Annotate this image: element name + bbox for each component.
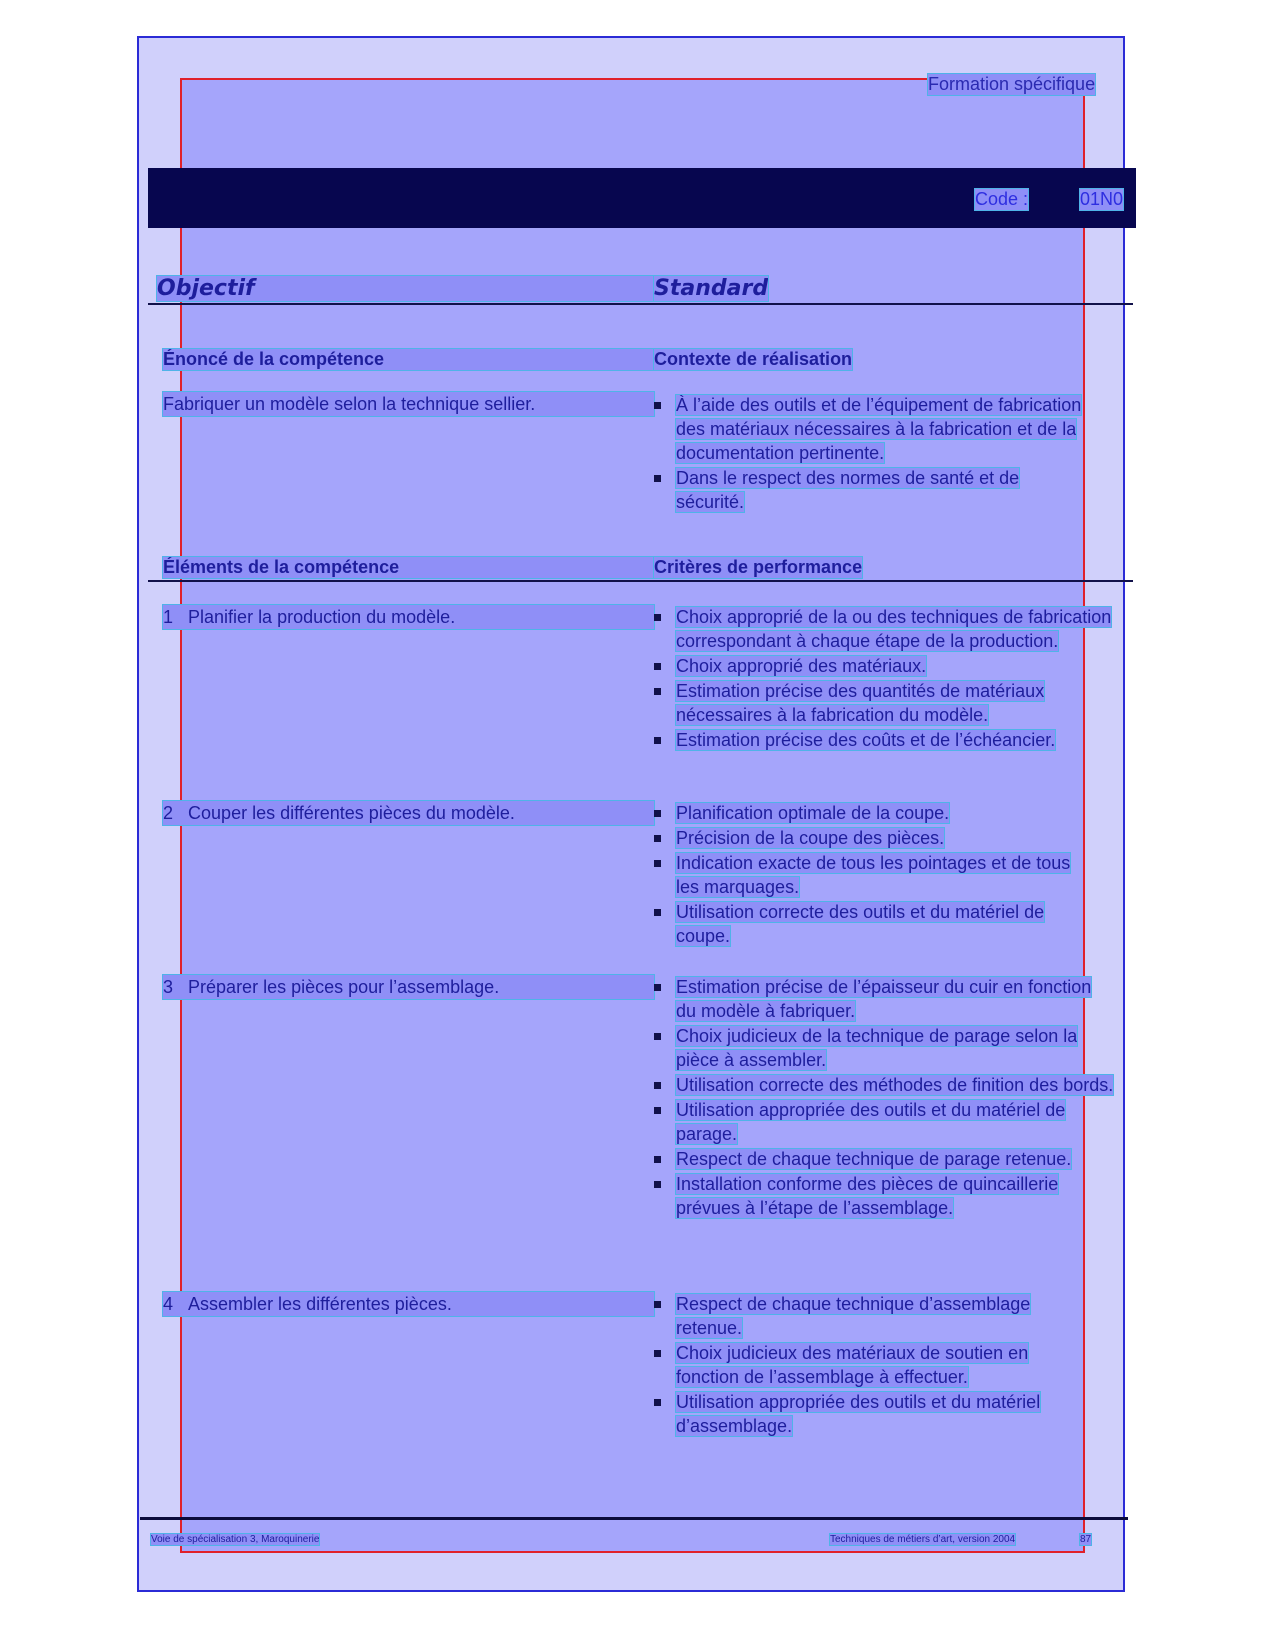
context-item: Dans le respect des normes de santé et de sécurité.: [654, 466, 1090, 514]
criterion-item: Estimation précise des quantités de matériaux nécessaires à la fabrication du modèle.: [654, 679, 1114, 727]
element-label: Couper les différentes pièces du modèle.: [188, 803, 515, 823]
criterion-item: Respect de chaque technique de parage retenue.: [654, 1147, 1114, 1171]
criteria-list-4: [654, 1292, 1094, 1439]
element-row-1: [163, 605, 654, 629]
bullet-icon: [654, 737, 661, 744]
criterion-item: Choix approprié des matériaux.: [654, 654, 1114, 678]
bullet-icon: [654, 984, 661, 991]
competence-text: Fabriquer un modèle selon la technique sellier.: [163, 392, 654, 416]
header-title: Formation spécifique: [928, 74, 1096, 94]
criterion-item: Choix judicieux des matériaux de soutien en fonction de l’assemblage à effectuer.: [654, 1341, 1094, 1389]
criterion-item: Indication exacte de tous les pointages et de tous les marquages.: [654, 851, 1090, 899]
section-rule: [148, 580, 1133, 582]
criteria-heading: Critères de performance: [654, 557, 863, 577]
element-row-2: [163, 801, 654, 825]
criterion-item: Précision de la coupe des pièces.: [654, 826, 1090, 850]
competence-heading: Énoncé de la compétence: [163, 349, 654, 370]
element-number: 4: [163, 1294, 174, 1314]
bullet-icon: [654, 909, 661, 916]
footer-left: Voie de spécialisation 3, Maroquinerie: [151, 1534, 320, 1545]
criteria-list-2: [654, 801, 1090, 949]
bullet-icon: [654, 860, 661, 867]
criteria-list-1: [654, 605, 1114, 753]
context-list: [654, 393, 1090, 515]
bullet-icon: [654, 1301, 661, 1308]
bullet-icon: [654, 475, 661, 482]
criterion-item: Installation conforme des pièces de quincaillerie prévues à l’étape de l’assemblage.: [654, 1172, 1114, 1220]
footer-rule: [140, 1517, 1128, 1520]
footer-right: Techniques de métiers d’art, version 2004: [830, 1534, 1016, 1545]
bullet-icon: [654, 614, 661, 621]
criterion-item: Respect de chaque technique d’assemblage retenue.: [654, 1292, 1094, 1340]
element-number: 3: [163, 977, 174, 997]
code-label: Code :: [975, 189, 1029, 209]
column-title-objectif: Objectif: [157, 276, 654, 301]
context-item: À l’aide des outils et de l’équipement de fabrication des matériaux nécessaires à la fabrication et de la documentation pertinente.: [654, 393, 1090, 465]
bullet-icon: [654, 1082, 661, 1089]
criterion-item: Choix judicieux de la technique de parage selon la pièce à assembler.: [654, 1024, 1114, 1072]
column-title-standard: Standard: [654, 276, 769, 301]
criterion-item: Choix approprié de la ou des techniques de fabrication correspondant à chaque étape de la production.: [654, 605, 1114, 653]
element-number: 2: [163, 803, 174, 823]
context-heading: Contexte de réalisation: [654, 349, 853, 369]
bullet-icon: [654, 1107, 661, 1114]
header-rule: [148, 303, 1133, 305]
bullet-icon: [654, 810, 661, 817]
criterion-item: Utilisation appropriée des outils et du matériel de parage.: [654, 1098, 1114, 1146]
criterion-item: Utilisation correcte des méthodes de finition des bords.: [654, 1073, 1114, 1097]
bullet-icon: [654, 1181, 661, 1188]
element-label: Planifier la production du modèle.: [188, 607, 456, 627]
bullet-icon: [654, 402, 661, 409]
criterion-item: Estimation précise des coûts et de l’échéancier.: [654, 728, 1114, 752]
element-row-4: [163, 1292, 654, 1316]
bullet-icon: [654, 688, 661, 695]
criterion-item: Estimation précise de l’épaisseur du cuir en fonction du modèle à fabriquer.: [654, 975, 1114, 1023]
criterion-item: Utilisation appropriée des outils et du matériel d’assemblage.: [654, 1390, 1094, 1438]
page-number: 87: [1080, 1534, 1092, 1545]
bullet-icon: [654, 1033, 661, 1040]
element-number: 1: [163, 607, 174, 627]
bullet-icon: [654, 835, 661, 842]
element-label: Assembler les différentes pièces.: [188, 1294, 452, 1314]
bullet-icon: [654, 663, 661, 670]
criterion-item: Planification optimale de la coupe.: [654, 801, 1090, 825]
element-label: Préparer les pièces pour l’assemblage.: [188, 977, 500, 997]
element-row-3: [163, 975, 654, 999]
code-value: 01N0: [1080, 189, 1124, 209]
criterion-item: Utilisation correcte des outils et du matériel de coupe.: [654, 900, 1090, 948]
elements-heading: Éléments de la compétence: [163, 557, 654, 578]
criteria-list-3: [654, 975, 1114, 1221]
bullet-icon: [654, 1399, 661, 1406]
bullet-icon: [654, 1350, 661, 1357]
bullet-icon: [654, 1156, 661, 1163]
